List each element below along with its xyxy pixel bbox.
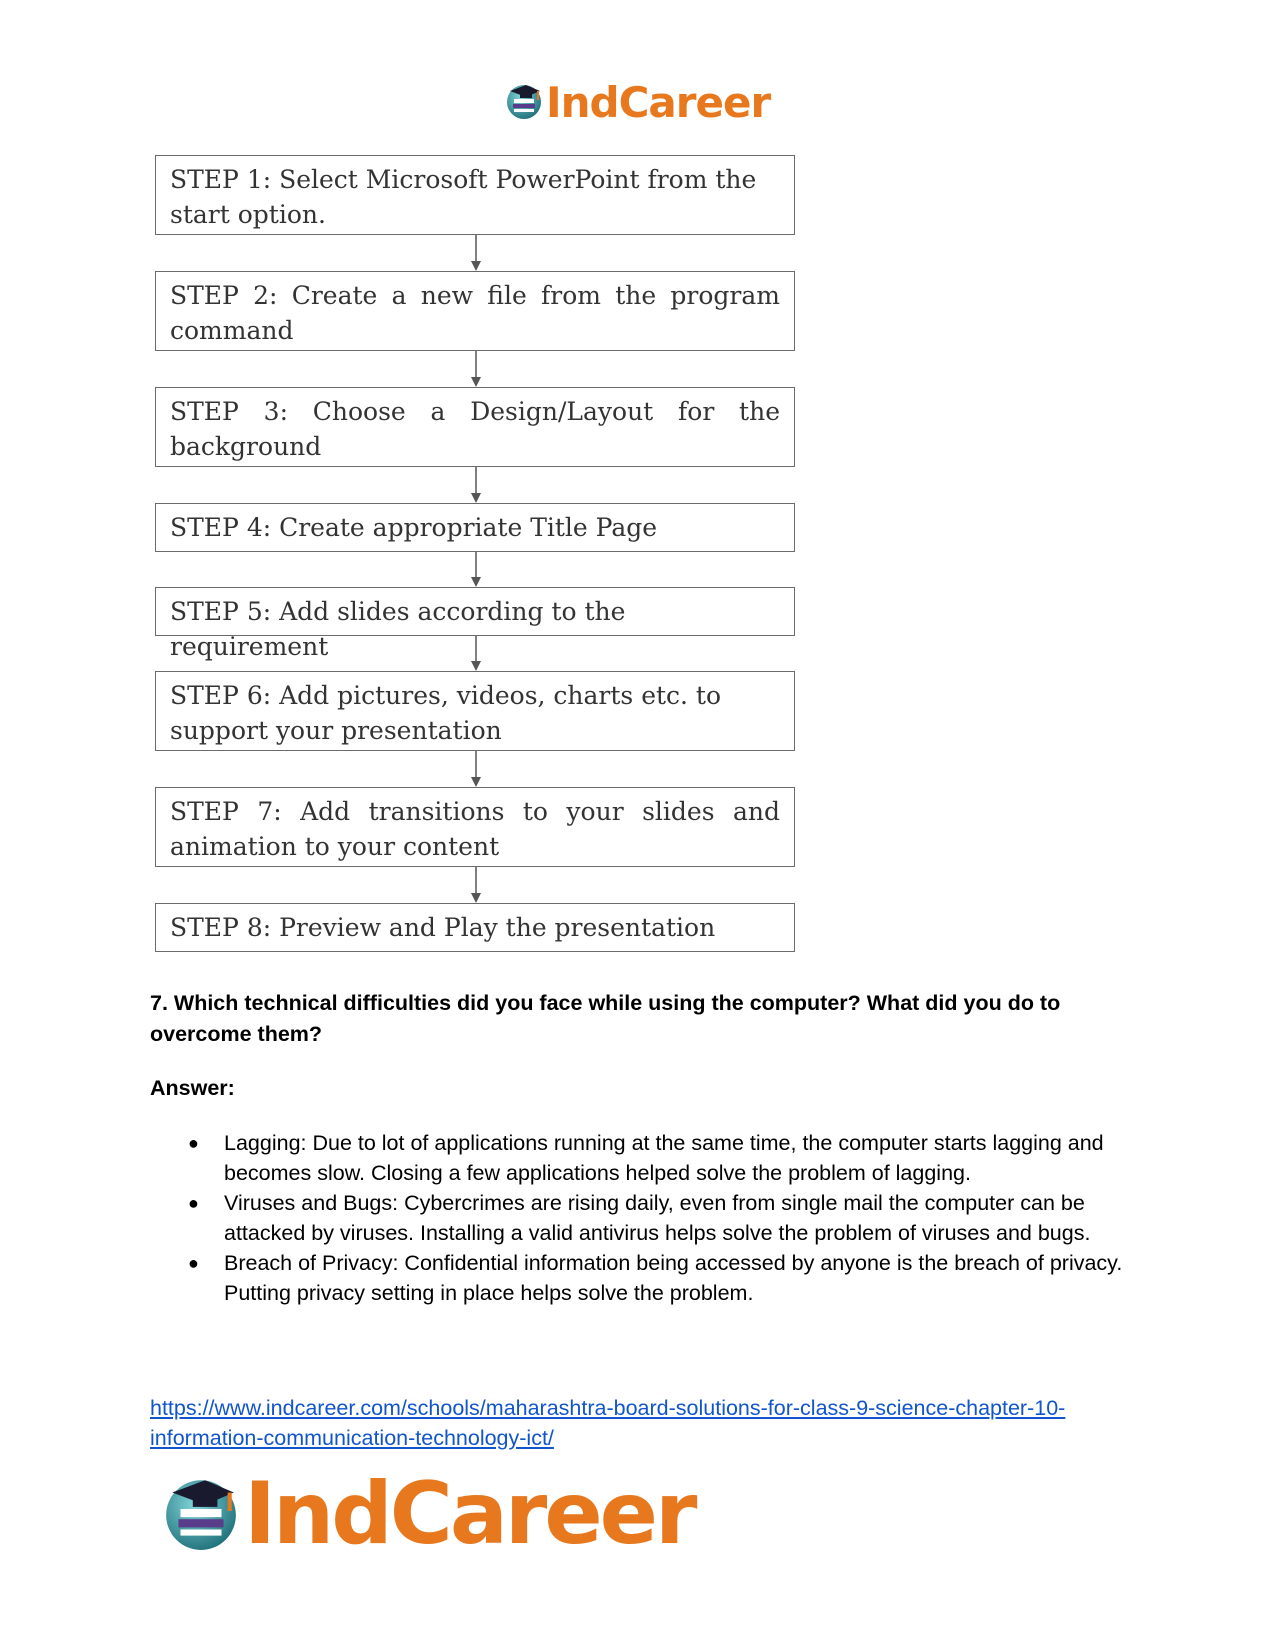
- bullet-icon: ●: [188, 1253, 199, 1273]
- step-box-4: STEP 4: Create appropriate Title Page: [155, 503, 795, 552]
- answer-item-text: Lagging: Due to lot of applications running at the same time, the computer starts lagging and becomes slow. Closing a few applications helped solve the problem of lagging.: [224, 1131, 1104, 1185]
- down-arrow-icon: [471, 636, 481, 671]
- step-box-6: STEP 6: Add pictures, videos, charts etc. to support your presentation: [155, 671, 795, 751]
- step-box-5: STEP 5: Add slides according to the requirement: [155, 587, 795, 636]
- graduation-cap-globe-icon: [504, 80, 544, 125]
- answer-item-text: Breach of Privacy: Confidential information being accessed by anyone is the breach of privacy. Putting privacy setting in place helps solve the problem.: [224, 1251, 1123, 1305]
- down-arrow-icon: [471, 351, 481, 387]
- answer-list: [150, 1128, 1125, 1308]
- list-item: [150, 1188, 1125, 1248]
- answer-item-text: Viruses and Bugs: Cybercrimes are rising daily, even from single mail the computer can be attacked by viruses. Installing a valid antivirus helps solve the problem of viruses and bugs.: [224, 1191, 1091, 1245]
- down-arrow-icon: [471, 235, 481, 271]
- brand-wordmark: IndCareer: [546, 77, 771, 127]
- step-box-3: STEP 3: Choose a Design/Layout for the background: [155, 387, 795, 467]
- down-arrow-icon: [471, 552, 481, 587]
- down-arrow-icon: [471, 867, 481, 903]
- question-heading: 7. Which technical difficulties did you face while using the computer? What did you do to overcome them?: [150, 991, 1061, 1046]
- down-arrow-icon: [471, 751, 481, 787]
- step-box-7: STEP 7: Add transitions to your slides and animation to your content: [155, 787, 795, 867]
- brand-wordmark: IndCareer: [244, 1463, 695, 1564]
- down-arrow-icon: [471, 467, 481, 503]
- footer-logo: [160, 1463, 695, 1564]
- bullet-icon: ●: [188, 1193, 199, 1213]
- step-box-2: STEP 2: Create a new file from the program command: [155, 271, 795, 351]
- step-box-1: STEP 1: Select Microsoft PowerPoint from the start option.: [155, 155, 795, 235]
- source-link[interactable]: https://www.indcareer.com/schools/maharashtra-board-solutions-for-class-9-science-chapter-10-information-communication-technology-ict/: [150, 1396, 1066, 1450]
- step-box-8: STEP 8: Preview and Play the presentation: [155, 903, 795, 952]
- list-item: [150, 1128, 1125, 1188]
- list-item: [150, 1248, 1125, 1308]
- bullet-icon: ●: [188, 1133, 199, 1153]
- graduation-cap-globe-icon: [160, 1470, 242, 1557]
- header-logo: [504, 77, 771, 127]
- answer-label: Answer:: [150, 1076, 235, 1100]
